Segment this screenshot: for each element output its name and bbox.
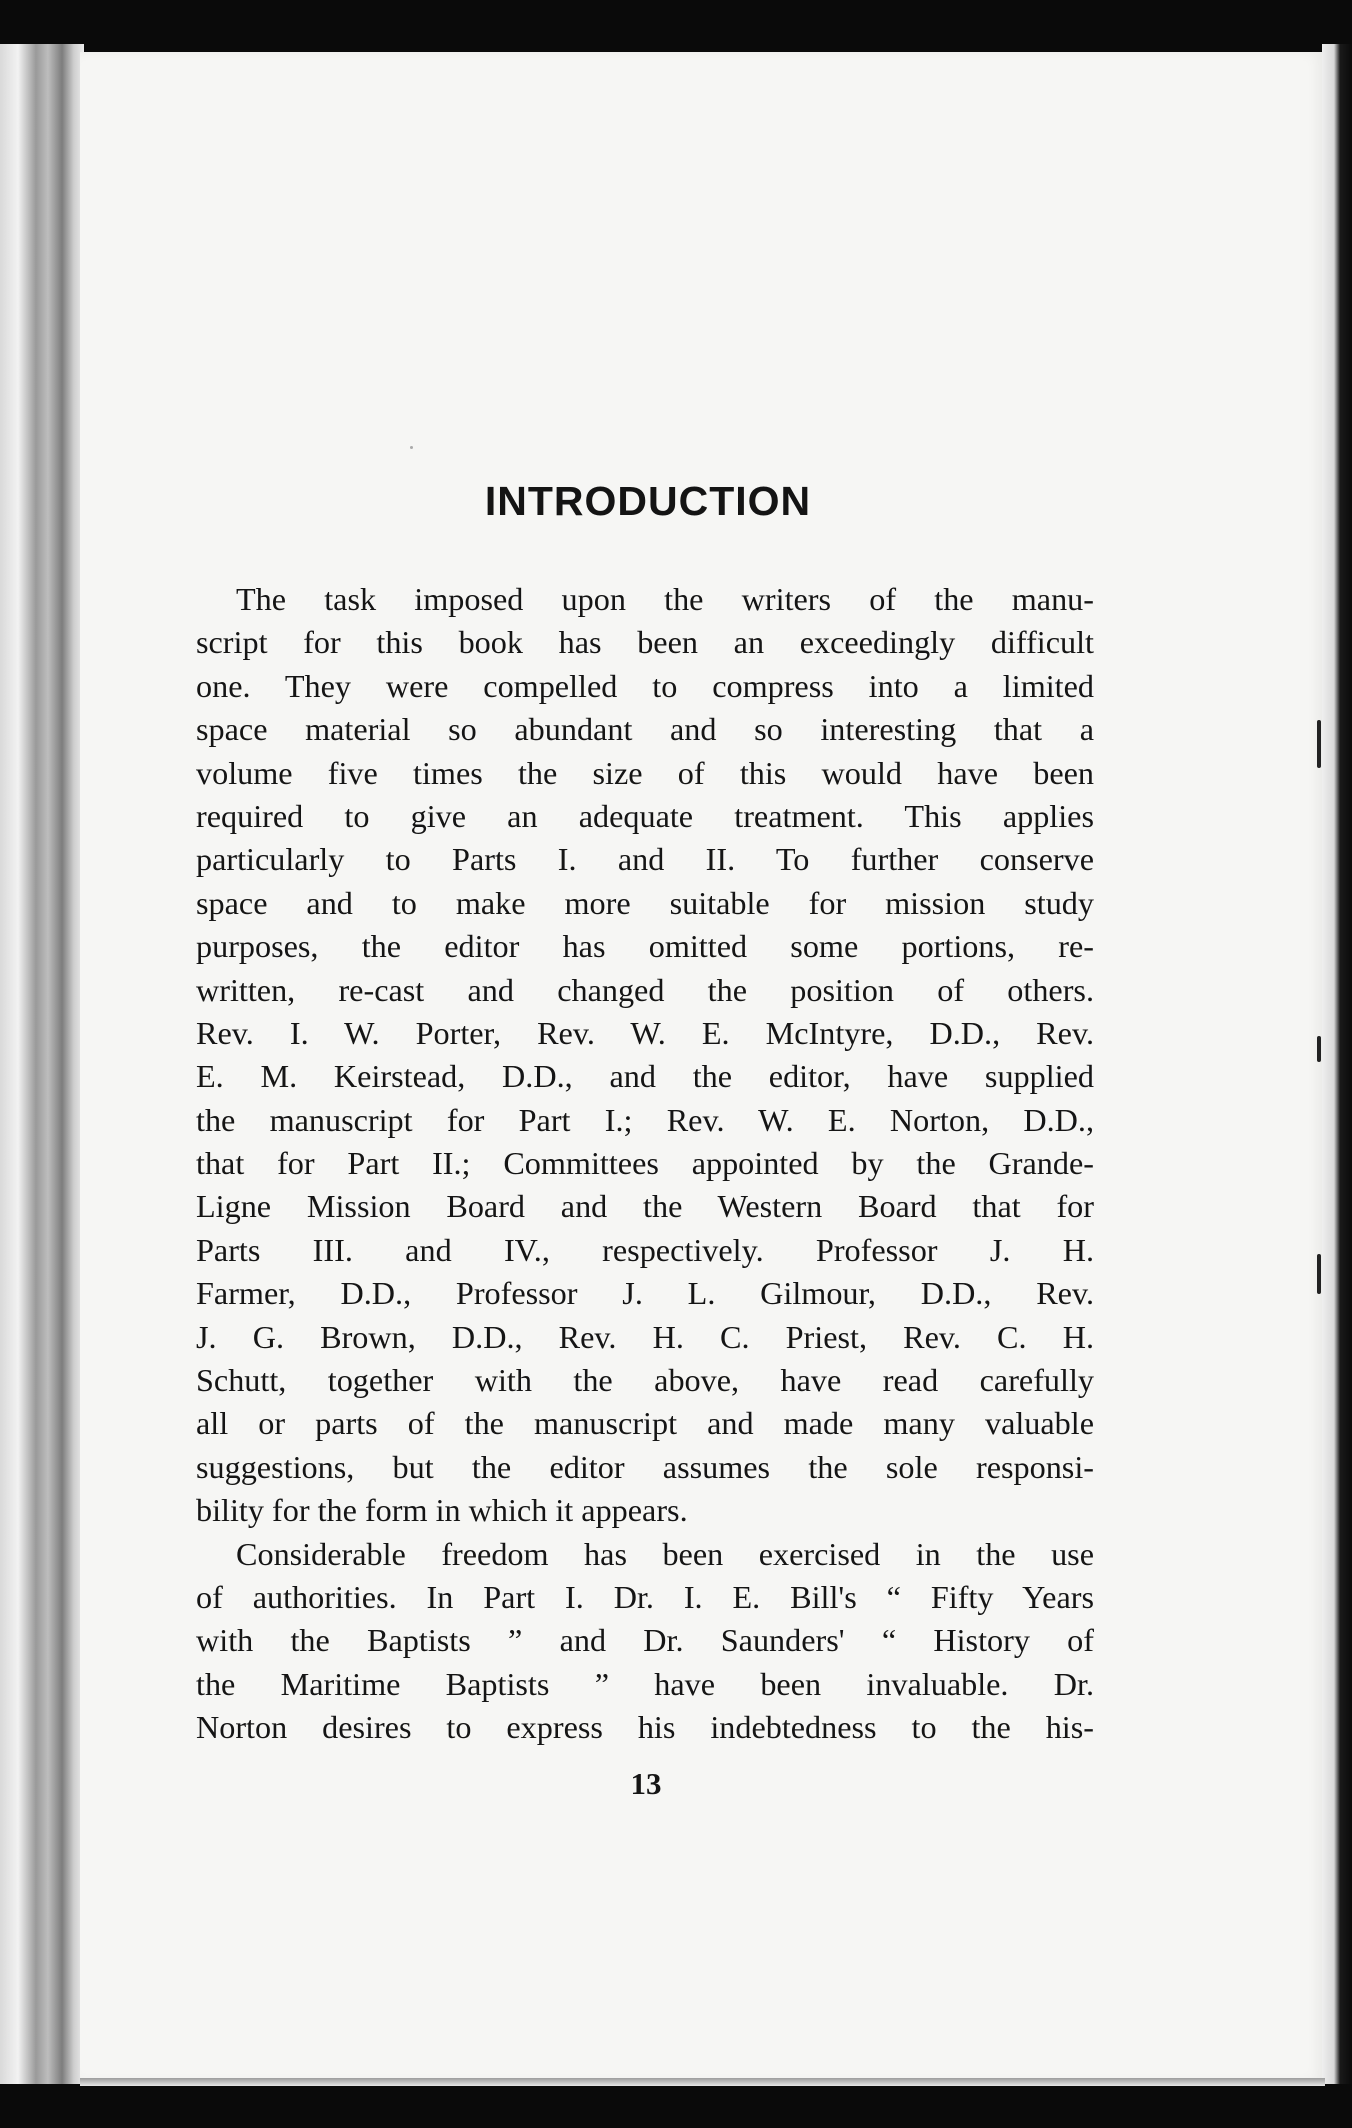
text-line: that for Part II.; Committees appointed by the Grande- — [196, 1145, 1094, 1182]
text-line: suggestions, but the editor assumes the sole responsi- — [196, 1448, 1094, 1485]
text-line: purposes, the editor has omitted some portions, re- — [196, 928, 1094, 965]
text-line: script for this book has been an exceedingly difficult — [196, 624, 1094, 661]
text-line: of authorities. In Part I. Dr. I. E. Bill's “ Fifty Years — [196, 1578, 1094, 1615]
body-text — [196, 578, 1094, 1750]
page-right-edge — [1322, 44, 1352, 2084]
text-line: Rev. I. W. Porter, Rev. W. E. McIntyre, D.D., Rev. — [196, 1014, 1094, 1051]
page-number: 13 — [630, 1766, 662, 1801]
text-line: space and to make more suitable for mission study — [196, 884, 1094, 921]
text-line: Schutt, together with the above, have read carefully — [196, 1362, 1094, 1399]
paragraph — [196, 1533, 1094, 1750]
text-line: E. M. Keirstead, D.D., and the editor, have supplied — [196, 1058, 1094, 1095]
text-line: Norton desires to express his indebtedness to the his- — [196, 1709, 1094, 1746]
text-line: The task imposed upon the writers of the manu- — [236, 581, 1094, 617]
text-line: with the Baptists ” and Dr. Saunders' “ History of — [196, 1622, 1094, 1659]
margin-mark — [1317, 720, 1321, 768]
text-line: volume five times the size of this would have been — [196, 754, 1094, 791]
text-line: Parts III. and IV., respectively. Professor J. H. — [196, 1231, 1094, 1268]
margin-mark — [1317, 1254, 1321, 1294]
text-line: Ligne Mission Board and the Western Board that for — [196, 1188, 1094, 1225]
text-line: all or parts of the manuscript and made many valuable — [196, 1405, 1094, 1442]
margin-mark — [1317, 1036, 1321, 1062]
text-line: J. G. Brown, D.D., Rev. H. C. Priest, Rev. C. H. — [196, 1318, 1094, 1355]
text-line: Farmer, D.D., Professor J. L. Gilmour, D.D., Rev. — [196, 1275, 1094, 1312]
scan-speck — [410, 446, 413, 449]
text-line: written, re-cast and changed the position of others. — [196, 971, 1094, 1008]
text-line: particularly to Parts I. and II. To further conserve — [196, 841, 1094, 878]
text-line: the manuscript for Part I.; Rev. W. E. Norton, D.D., — [196, 1101, 1094, 1138]
page-bottom-edge — [80, 2078, 1325, 2086]
text-line: the Maritime Baptists ” have been invaluable. Dr. — [196, 1665, 1094, 1702]
text-line: space material so abundant and so interesting that a — [196, 711, 1094, 748]
text-line: required to give an adequate treatment. This applies — [196, 797, 1094, 834]
text-line: Considerable freedom has been exercised in the use — [236, 1535, 1094, 1572]
text-line: one. They were compelled to compress into a limited — [196, 667, 1094, 704]
page-title: INTRODUCTION — [484, 478, 812, 524]
paragraph — [196, 578, 1094, 1533]
text-line: bility for the form in which it appears. — [196, 1492, 688, 1529]
book-gutter — [0, 44, 84, 2084]
